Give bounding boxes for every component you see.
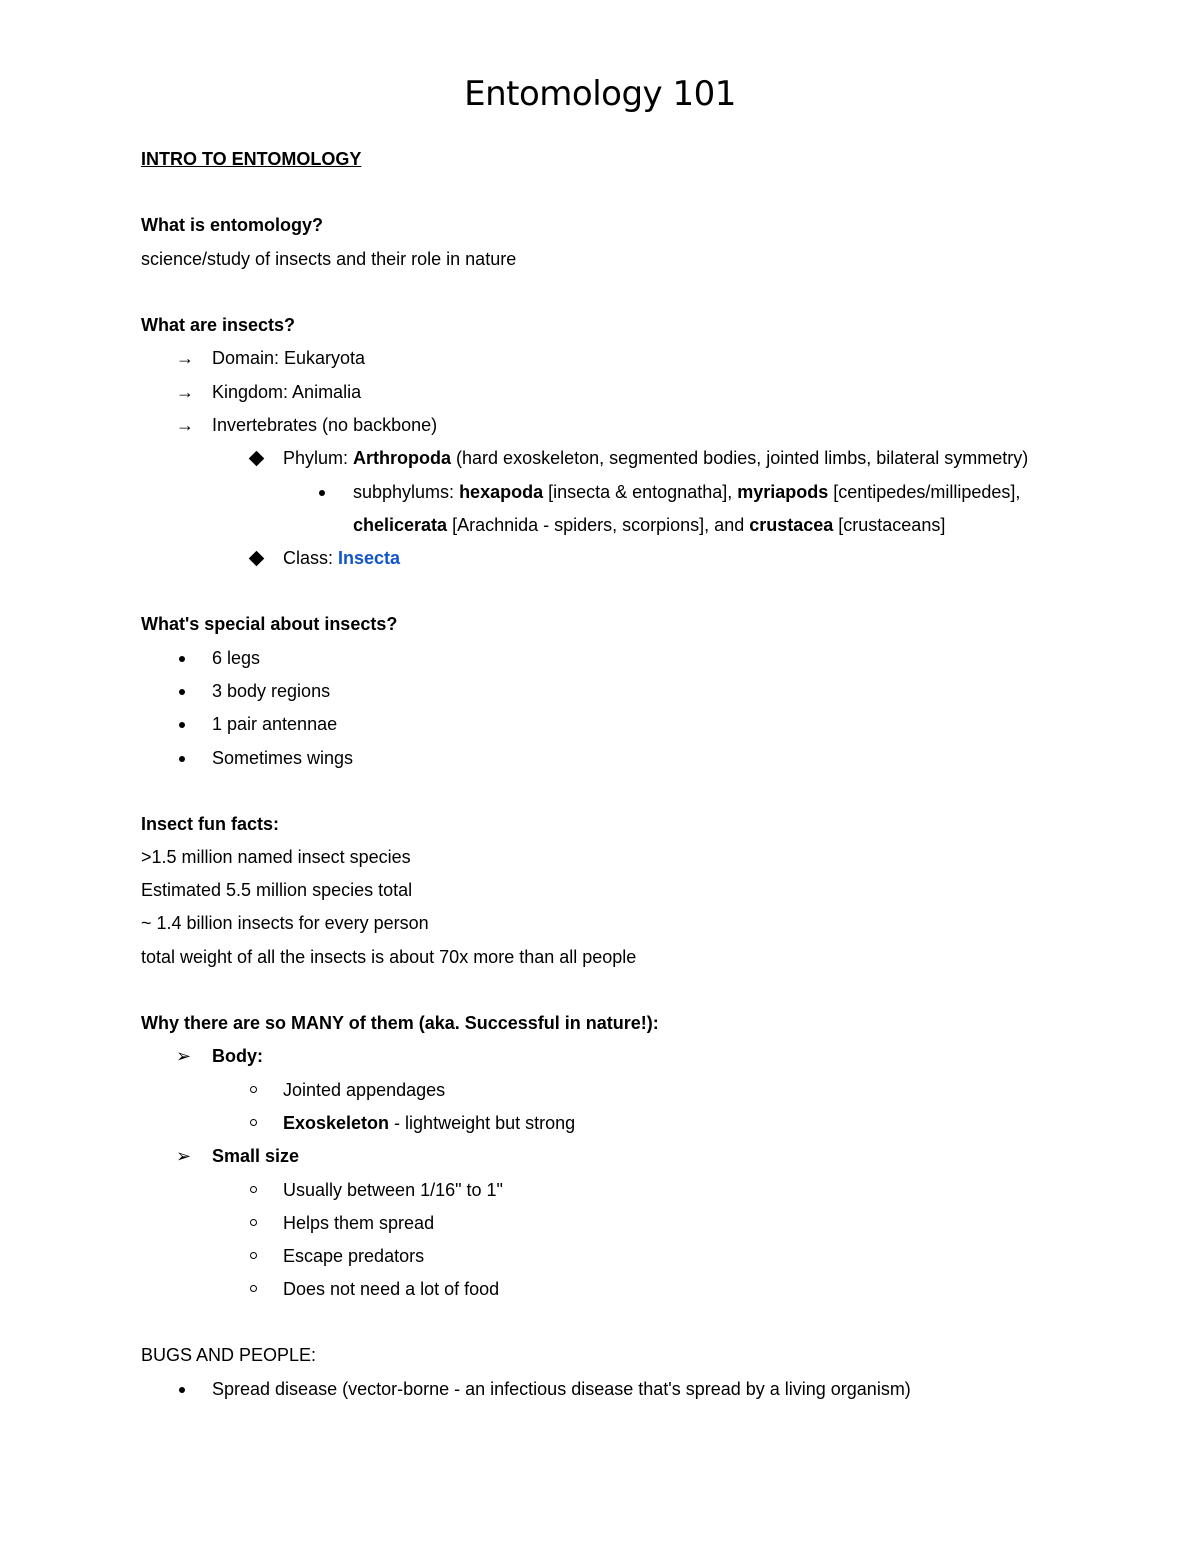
hollow-bullet-icon (250, 1285, 257, 1292)
answer-entomology: science/study of insects and their role in nature (141, 249, 517, 269)
list-item: Escape predators (283, 1246, 425, 1266)
class-label: Class: (283, 548, 339, 568)
phylum-desc: (hard exoskeleton, segmented bodies, jointed limbs, bilateral symmetry) (451, 448, 1029, 468)
hollow-bullet-icon (250, 1186, 257, 1193)
myriapods: myriapods (737, 482, 829, 502)
fact-line: Estimated 5.5 million species total (141, 880, 413, 900)
subphylum-line-2 (353, 513, 945, 537)
question-what-are-insects: What are insects? (141, 315, 296, 335)
hollow-bullet-icon (250, 1119, 257, 1126)
list-item: Does not need a lot of food (283, 1279, 500, 1299)
bullet-icon (179, 656, 185, 662)
list-item: Kingdom: Animalia (212, 382, 362, 402)
fact-line: ~ 1.4 billion insects for every person (141, 913, 429, 933)
list-item: Invertebrates (no backbone) (212, 415, 438, 435)
bullet-icon (179, 689, 185, 695)
list-item: 1 pair antennae (212, 714, 338, 734)
why-heading: Why there are so MANY of them (aka. Successful in nature!): (141, 1013, 659, 1033)
arrow-icon: → (176, 415, 194, 435)
small-size-label: Small size (212, 1146, 300, 1166)
list-item: Jointed appendages (283, 1080, 446, 1100)
section-heading: INTRO TO ENTOMOLOGY (141, 149, 362, 169)
class-line (283, 546, 400, 570)
fact-line: total weight of all the insects is about 70x more than all people (141, 947, 637, 967)
arrowhead-icon: ➢ (176, 1046, 192, 1066)
list-item: Helps them spread (283, 1213, 435, 1233)
list-item: Spread disease (vector-borne - an infectious disease that's spread by a living organism) (212, 1379, 911, 1399)
list-item: 3 body regions (212, 681, 331, 701)
question-what-is-entomology: What is entomology? (141, 215, 323, 235)
fun-facts-heading: Insect fun facts: (141, 814, 280, 834)
myriapods-desc: [centipedes/millipedes], (828, 482, 1021, 502)
subphylum-prefix: subphylums: (353, 482, 460, 502)
document-title: Entomology 101 (464, 74, 736, 114)
arrowhead-icon: ➢ (176, 1146, 192, 1166)
diamond-bullet-icon (249, 551, 265, 567)
hexapoda: hexapoda (459, 482, 544, 502)
list-item: Domain: Eukaryota (212, 348, 366, 368)
list-item: 6 legs (212, 648, 261, 668)
body-label: Body: (212, 1046, 263, 1066)
arrow-icon: → (176, 382, 194, 402)
exoskeleton-desc: - lightweight but strong (389, 1113, 576, 1133)
crustacea-desc: [crustaceans] (833, 515, 946, 535)
bullet-icon (319, 490, 325, 496)
phylum-line (283, 446, 1028, 470)
phylum-name: Arthropoda (353, 448, 452, 468)
bullet-icon (179, 756, 185, 762)
list-item: Sometimes wings (212, 748, 354, 768)
class-insecta-link[interactable]: Insecta (338, 548, 401, 568)
bugs-heading: BUGS AND PEOPLE: (141, 1345, 317, 1365)
exoskeleton-line (283, 1111, 575, 1135)
hollow-bullet-icon (250, 1086, 257, 1093)
bullet-icon (179, 1387, 185, 1393)
arrow-icon: → (176, 348, 194, 368)
list-item: Usually between 1/16" to 1" (283, 1180, 503, 1200)
phylum-label: Phylum: (283, 448, 354, 468)
hollow-bullet-icon (250, 1219, 257, 1226)
diamond-bullet-icon (249, 451, 265, 467)
subphylum-line-1 (353, 480, 1020, 504)
crustacea: crustacea (749, 515, 834, 535)
bullet-icon (179, 722, 185, 728)
chelicerata-desc: [Arachnida - spiders, scorpions], and (447, 515, 750, 535)
hexapoda-desc: [insecta & entognatha], (543, 482, 738, 502)
chelicerata: chelicerata (353, 515, 448, 535)
fact-line: >1.5 million named insect species (141, 847, 411, 867)
question-whats-special: What's special about insects? (141, 614, 398, 634)
hollow-bullet-icon (250, 1252, 257, 1259)
exoskeleton-bold: Exoskeleton (283, 1113, 390, 1133)
